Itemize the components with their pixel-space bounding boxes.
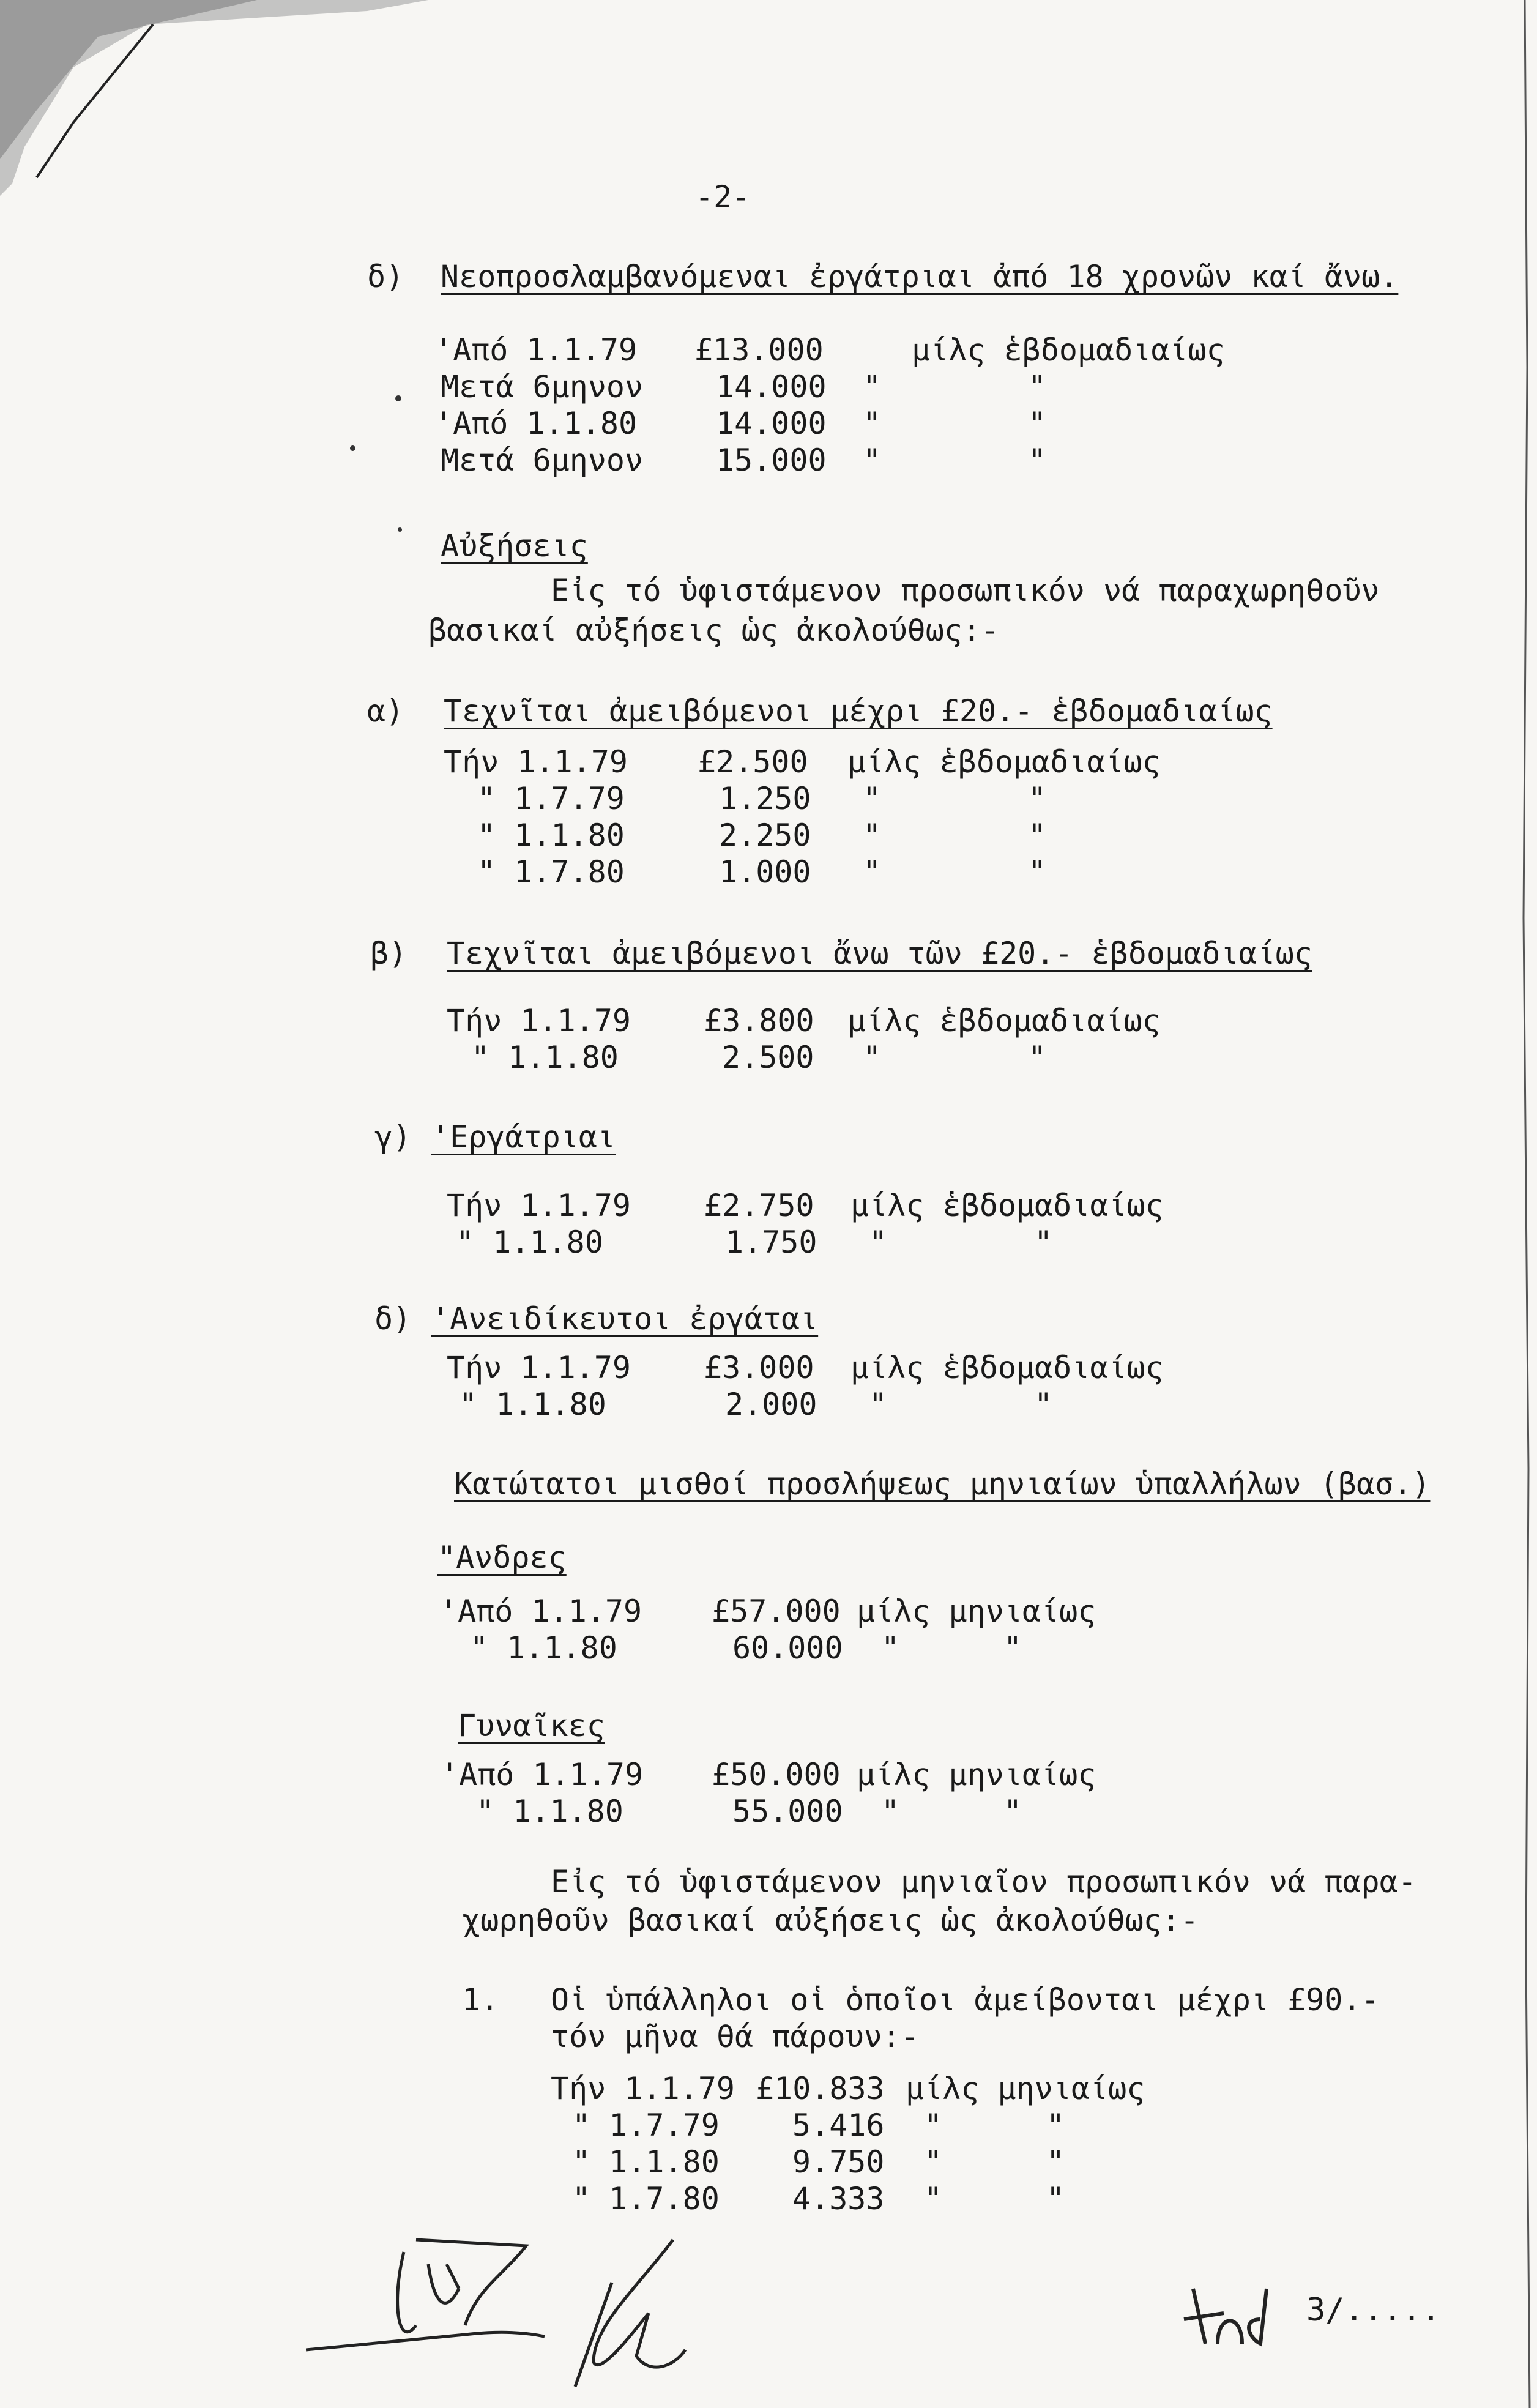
row-amount: £2.750 [704, 1188, 814, 1223]
ditto-mark: " [1028, 781, 1047, 816]
ditto-mark: " [1034, 1225, 1053, 1260]
item-number: 1. [462, 1982, 499, 2018]
continuation-marker: 3/..... [1306, 2292, 1441, 2328]
section-label: δ) [367, 259, 404, 294]
row-date: Τήν 1.1.79 [444, 744, 628, 780]
men-heading: "Ανδρες [437, 1540, 567, 1575]
row-date: 'Από 1.1.79 [441, 1757, 644, 1792]
monthly-intro-line2: χωρηθοῦν βασικαί αὐξήσεις ὡς ἀκολούθως:- [462, 1903, 1199, 1938]
monthly-min-heading: Κατώτατοι μισθοί προσλήψεως μηνιαίων ὑπαλλήλων (βασ.) [454, 1466, 1431, 1502]
ditto-mark: " [881, 1794, 900, 1829]
ditto-mark: " [863, 781, 882, 816]
row-amount: 15.000 [716, 442, 827, 478]
row-amount: 14.000 [716, 406, 827, 441]
row-amount: 2.000 [725, 1387, 817, 1422]
ditto-mark: " [863, 818, 882, 853]
row-amount: £3.000 [704, 1350, 814, 1385]
speck [398, 527, 402, 532]
ditto-mark: " [881, 1630, 900, 1666]
section-label: δ) [374, 1301, 412, 1336]
row-amount: 9.750 [792, 2144, 885, 2180]
row-date: " 1.1.80 [476, 1794, 623, 1829]
ditto-mark: " [863, 442, 882, 478]
ditto-mark: " [1046, 2144, 1065, 2180]
row-date: " 1.1.80 [456, 1225, 603, 1260]
row-date: Μετά 6μηνον [441, 369, 644, 404]
ditto-mark: " [1046, 2108, 1065, 2143]
signature-1 [306, 2227, 734, 2408]
row-amount: £13.000 [694, 332, 824, 368]
row-date: " 1.7.79 [572, 2108, 720, 2143]
ditto-mark: " [1028, 854, 1047, 890]
row-amount: 60.000 [732, 1630, 843, 1666]
ditto-mark: " [1034, 1387, 1053, 1422]
row-date: Τήν 1.1.79 [447, 1350, 631, 1385]
section-heading: 'Εργάτριαι [431, 1119, 616, 1155]
row-unit: μίλς ἑβδομαδιαίως [847, 1003, 1161, 1038]
ditto-mark: " [863, 854, 882, 890]
row-unit: μίλς μηνιαίως [857, 1594, 1096, 1629]
row-amount: 2.250 [719, 818, 811, 853]
row-unit: μίλς ἑβδομαδιαίως [847, 744, 1161, 780]
row-unit: μίλς ἑβδομαδιαίως [912, 332, 1225, 368]
ditto-mark: " [1003, 1794, 1022, 1829]
ditto-mark: " [924, 2181, 943, 2216]
row-date: 'Από 1.1.79 [434, 332, 638, 368]
row-amount: 5.416 [792, 2108, 885, 2143]
row-unit: μίλς ἑβδομαδιαίως [850, 1350, 1164, 1385]
ditto-mark: " [924, 2144, 943, 2180]
row-amount: 55.000 [732, 1794, 843, 1829]
row-date: " 1.1.80 [572, 2144, 720, 2180]
ditto-mark: " [924, 2108, 943, 2143]
speck [350, 445, 355, 451]
ditto-mark: " [1046, 2181, 1065, 2216]
speck [395, 395, 401, 401]
row-date: Μετά 6μηνον [441, 442, 644, 478]
row-amount: 14.000 [716, 369, 827, 404]
ditto-mark: " [1028, 1040, 1047, 1075]
row-amount: £50.000 [712, 1757, 841, 1792]
row-date: Τήν 1.1.79 [447, 1003, 631, 1038]
row-date: " 1.1.80 [477, 818, 625, 853]
row-amount: 1.750 [725, 1225, 817, 1260]
row-unit: μίλς ἑβδομαδιαίως [850, 1188, 1164, 1223]
ditto-mark: " [1003, 1630, 1022, 1666]
section-label: α) [367, 693, 404, 729]
increases-heading: Αὐξήσεις [441, 528, 588, 564]
row-unit: μίλς μηνιαίως [857, 1757, 1096, 1792]
ditto-mark: " [863, 1040, 882, 1075]
increases-intro-line2: βασικαί αὐξήσεις ὡς ἀκολούθως:- [428, 613, 1000, 648]
row-amount: £10.833 [756, 2071, 885, 2106]
row-amount: £57.000 [712, 1594, 841, 1629]
row-unit: μίλς μηνιαίως [906, 2071, 1145, 2106]
ditto-mark: " [863, 369, 882, 404]
section-heading: 'Ανειδίκευτοι ἐργάται [431, 1301, 819, 1336]
section-heading: Νεοπροσλαμβανόμεναι ἐργάτριαι ἀπό 18 χρονῶν καί ἄνω. [441, 259, 1399, 294]
initials-signature [1181, 2276, 1291, 2356]
ditto-mark: " [869, 1225, 888, 1260]
section-label: β) [370, 936, 408, 971]
row-amount: 1.250 [719, 781, 811, 816]
ditto-mark: " [863, 406, 882, 441]
ditto-mark: " [1028, 406, 1047, 441]
item-line1: Οἱ ὑπάλληλοι οἱ ὁποῖοι ἀμείβονται μέχρι £90.- [551, 1982, 1380, 2018]
row-amount: 2.500 [722, 1040, 814, 1075]
row-date: " 1.7.79 [477, 781, 625, 816]
row-amount: £2.500 [698, 744, 808, 780]
row-date: Τήν 1.1.79 [551, 2071, 735, 2106]
women-heading: Γυναῖκες [458, 1708, 605, 1743]
section-heading: Τεχνῖται ἀμειβόμενοι μέχρι £20.- ἑβδομαδιαίως [444, 693, 1273, 729]
row-date: " 1.1.80 [471, 1040, 619, 1075]
row-date: 'Από 1.1.79 [439, 1594, 642, 1629]
section-label: γ) [374, 1119, 412, 1155]
row-amount: 1.000 [719, 854, 811, 890]
scan-corner-artifact [0, 0, 428, 196]
row-date: Τήν 1.1.79 [447, 1188, 631, 1223]
row-amount: £3.800 [704, 1003, 814, 1038]
monthly-intro-line1: Εἰς τό ὑφιστάμενον μηνιαῖον προσωπικόν νά παρα- [551, 1864, 1416, 1899]
row-date: " 1.7.80 [572, 2181, 720, 2216]
section-heading: Τεχνῖται ἀμειβόμενοι ἄνω τῶν £20.- ἑβδομαδιαίως [447, 936, 1312, 971]
page-number: -2- [695, 179, 751, 215]
row-date: 'Από 1.1.80 [434, 406, 638, 441]
row-date: " 1.1.80 [470, 1630, 617, 1666]
scan-right-edge [1500, 0, 1537, 2408]
ditto-mark: " [1028, 442, 1047, 478]
row-date: " 1.1.80 [459, 1387, 606, 1422]
increases-intro-line1: Εἰς τό ὑφιστάμενον προσωπικόν νά παραχωρηθοῦν [551, 573, 1380, 608]
ditto-mark: " [869, 1387, 888, 1422]
item-line2: τόν μῆνα θά πάρουν:- [551, 2019, 920, 2054]
row-amount: 4.333 [792, 2181, 885, 2216]
ditto-mark: " [1028, 369, 1047, 404]
ditto-mark: " [1028, 818, 1047, 853]
row-date: " 1.7.80 [477, 854, 625, 890]
